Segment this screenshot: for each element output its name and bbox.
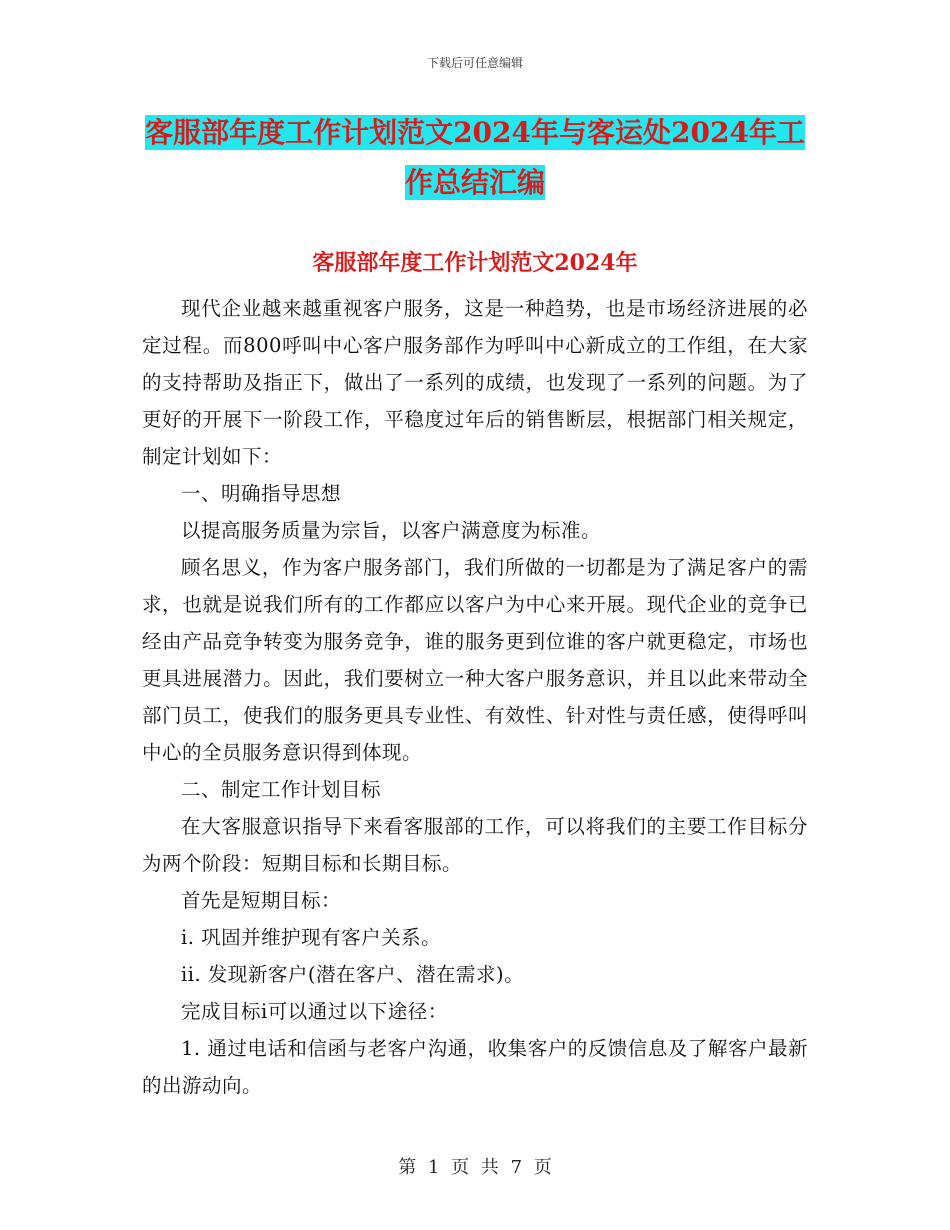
- page-number-footer: 第 1 页 共 7 页: [398, 1157, 552, 1178]
- list-item: 1. 通过电话和信函与老客户沟通，收集客户的反馈信息及了解客户最新的出游动向。: [142, 1037, 808, 1097]
- section-title: 客服部年度工作计划范文2024年: [312, 250, 638, 276]
- header-note: 下载后可任意编辑: [426, 56, 523, 70]
- document-title-line-2: 作总结汇编: [404, 166, 545, 199]
- body-text: [142, 290, 808, 1104]
- document-title: [140, 108, 810, 208]
- paragraph: 顾名思义，作为客户服务部门，我们所做的一切都是为了满足客户的需求，也就是说我们所有的工作都应以客户为中心来开展。现代企业的竞争已经由产品竞争转变为服务竞争，谁的服务更到位谁的客户就更稳定，市场也更具进展潜力。因此，我们要树立一种大客户服务意识，并且以此来带动全部门员工，使我们的服务更具专业性、有效性、针对性与责任感，使得呼叫中心的全员服务意识得到体现。: [142, 556, 808, 764]
- paragraph: 以提高服务质量为宗旨，以客户满意度为标准。: [181, 519, 602, 542]
- document-title-line-1: 客服部年度工作计划范文2024年与客运处2024年工: [145, 116, 805, 149]
- heading-work-plan-goals: 二、制定工作计划目标: [181, 778, 382, 801]
- paragraph: 首先是短期目标：: [181, 889, 342, 912]
- list-item: i. 巩固并维护现有客户关系。: [181, 926, 442, 949]
- paragraph: 在大客服意识指导下来看客服部的工作，可以将我们的主要工作目标分为两个阶段：短期目标和长期目标。: [142, 815, 808, 875]
- list-item: ii. 发现新客户(潜在客户、潜在需求)。: [181, 963, 525, 986]
- paragraph: 完成目标i可以通过以下途径：: [181, 1000, 448, 1023]
- heading-guiding-thought: 一、明确指导思想: [181, 482, 342, 505]
- paragraph: 现代企业越来越重视客户服务，这是一种趋势，也是市场经济进展的必定过程。而800呼叫中心客户服务部作为呼叫中心新成立的工作组，在大家的支持帮助及指正下，做出了一系列的成绩，也发现了一系列的问题。为了更好的开展下一阶段工作，平稳度过年后的销售断层，根据部门相关规定，制定计划如下：: [142, 297, 808, 468]
